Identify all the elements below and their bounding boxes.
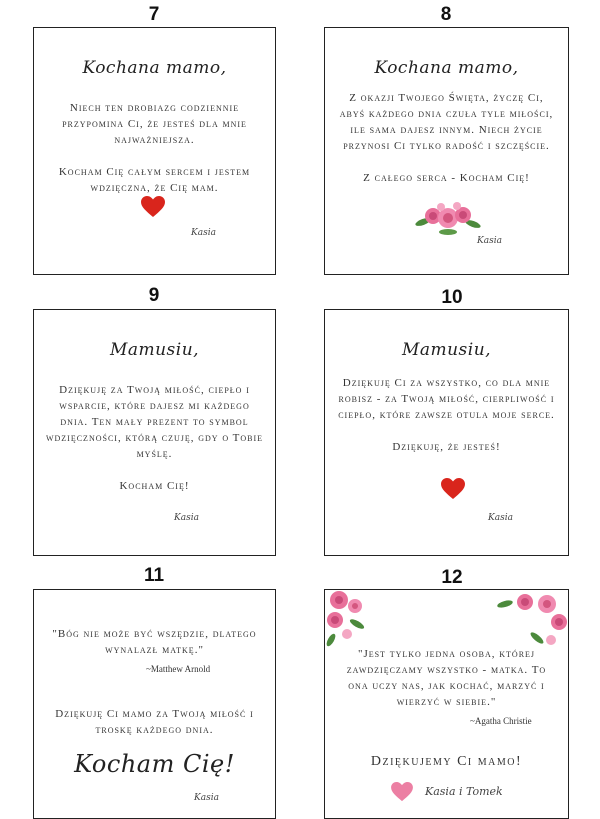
paragraph: Kocham Cię całym sercem i jestem wdzięczna, że Cię mam.: [58, 166, 251, 194]
quote: "Jest tylko jedna osoba, której zawdzięczamy wszystko - matka. To ona uczy nas, jak kochać, marzyć i wierzyć w siebie.": [346, 648, 547, 708]
card-7: [33, 27, 276, 275]
message-body: [44, 382, 265, 494]
paragraph: Dziękuję Ci za wszystko, co dla mnie robisz - za Twoją miłość, cierpliwość i ciepło, które zawsze otula moje serce.: [338, 377, 555, 421]
card-number-8: 8: [440, 4, 452, 25]
quote: "Bóg nie może być wszędzie, dlatego wynalazł matkę.": [52, 628, 257, 656]
signature: Kasia i Tomek: [425, 785, 503, 798]
message-body: [335, 375, 558, 455]
signature: Kasia: [488, 513, 513, 523]
closing-heading: Dziękujemy Ci mamo!: [370, 754, 523, 769]
card-number-11: 11: [143, 565, 165, 586]
signature: Kasia: [194, 793, 219, 803]
signature: Kasia: [477, 236, 502, 246]
card-11: [33, 589, 276, 819]
rose-bouquet-icon: [415, 200, 481, 238]
paragraph: Kocham Cię!: [119, 480, 190, 492]
card-10: [324, 309, 569, 556]
rose-corner-left-icon: [325, 590, 373, 654]
paragraph: Dziękuję za Twoją miłość, ciepło i wsparcie, które dajesz mi każdego dnia. Ten mały prezent to symbol wdzięczności, którą czuję, gdy o Tobie myślę.: [45, 384, 264, 460]
card-number-7: 7: [148, 4, 160, 25]
signature: Kasia: [191, 228, 216, 238]
paragraph: Z całego serca - Kocham Cię!: [363, 172, 530, 184]
heart-icon: [441, 478, 465, 500]
greeting: Kochana mamo,: [82, 58, 227, 78]
paragraph: Z okazji Twojego Święta, życzę Ci, abyś każdego dnia czuła tyle miłości, ile sama dajesz innym. Niech życie przynosi Ci tylko radość i szczęście.: [339, 92, 554, 152]
card-12: [324, 589, 569, 819]
greeting: Mamusiu,: [401, 340, 492, 360]
heart-icon: [391, 782, 413, 802]
card-number-12: 12: [441, 567, 463, 588]
quote-author: ~Agatha Christie: [470, 716, 532, 726]
paragraph: Dziękuję, że jesteś!: [392, 441, 501, 453]
heart-icon: [141, 196, 165, 218]
message-body: [335, 90, 558, 186]
card-8: [324, 27, 569, 275]
card-number-10: 10: [441, 287, 463, 308]
card-number-9: 9: [148, 285, 160, 306]
message-body: [44, 100, 265, 196]
greeting: Kochana mamo,: [374, 58, 519, 78]
card-9: [33, 309, 276, 556]
greeting: Mamusiu,: [109, 340, 200, 360]
paragraph: Niech ten drobiazg codziennie przypomina Ci, że jesteś dla mnie najważniejsza.: [62, 102, 247, 146]
closing-script: Kocham Cię!: [74, 750, 235, 778]
message-body: Dziękuję Ci mamo za Twoją miłość i troskę każdego dnia.: [55, 708, 254, 736]
rose-corner-right-icon: [497, 590, 569, 654]
quote-author: ~Matthew Arnold: [146, 664, 211, 674]
signature: Kasia: [174, 513, 199, 523]
